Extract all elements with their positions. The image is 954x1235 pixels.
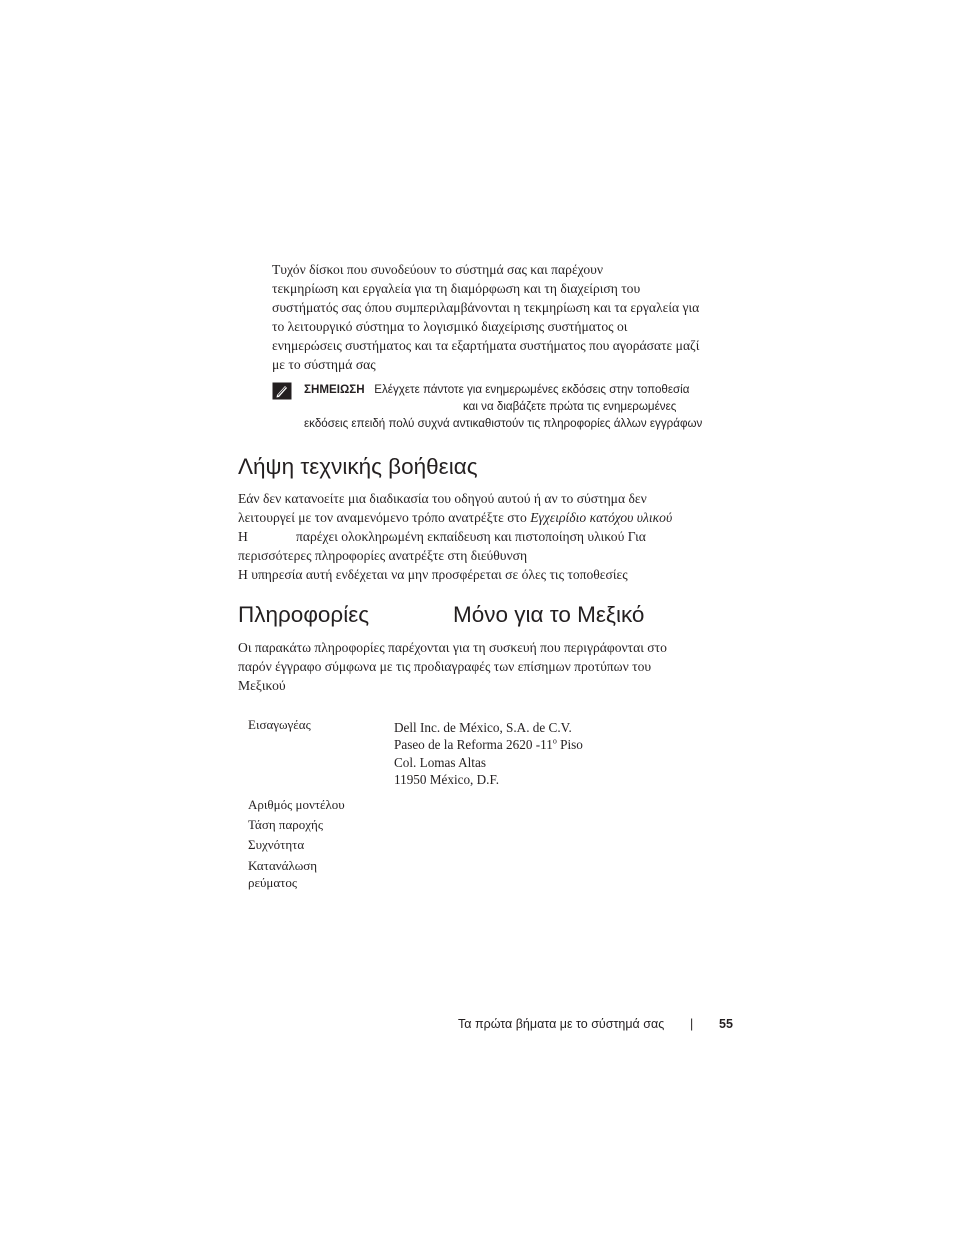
current-consumption-label-2: ρεύματος — [248, 875, 298, 890]
section-heading-information: Πληροφορίες — [238, 602, 370, 627]
importer-line-2-suffix: Piso — [556, 737, 583, 752]
section2-line-2: παρόν έγγραφο σύμφωνα με τις προδιαγραφές των επίσημων προτύπων του — [238, 659, 652, 674]
intro-line-2: τεκμηρίωση και εργαλεία για τη διαμόρφωση και τη διαχείριση του — [272, 281, 641, 296]
section-heading-mexico-only: Μόνο για το Μεξικό — [453, 602, 645, 627]
section1-line-4: περισσότερες πληροφορίες ανατρέξτε στη διεύθυνση — [238, 548, 528, 563]
section1-line-1: Εάν δεν κατανοείτε μια διαδικασία του οδηγού αυτού ή αν το σύστημα δεν — [238, 491, 647, 506]
importer-line-1: Dell Inc. de México, S.A. de C.V. — [394, 720, 572, 735]
note-line-2: και να διαβάζετε πρώτα τις ενημερωμένες — [463, 400, 677, 413]
model-number-label: Αριθμός μοντέλου — [248, 797, 345, 812]
note-label: ΣΗΜΕΙΩΣΗ — [304, 383, 365, 396]
section1-line-5: Η υπηρεσία αυτή ενδέχεται να μην προσφέρεται σε όλες τις τοποθεσίες — [238, 567, 628, 582]
note-line-3: εκδόσεις επειδή πολύ συχνά αντικαθιστούν τις πληροφορίες άλλων εγγράφων — [304, 417, 703, 430]
supply-voltage-label: Τάση παροχής — [248, 817, 323, 832]
intro-line-1: Τυχόν δίσκοι που συνοδεύουν το σύστημά σας και παρέχουν — [272, 262, 604, 277]
importer-line-4: 11950 México, D.F. — [394, 772, 500, 787]
section2-line-1: Οι παρακάτω πληροφορίες παρέχονται για τη συσκευή που περιγράφονται στο — [238, 640, 667, 655]
note-line-1: Ελέγχετε πάντοτε για ενημερωμένες εκδόσεις στην τοποθεσία — [374, 383, 690, 396]
section1-line-3a: Η — [238, 529, 248, 544]
page-number: 55 — [719, 1017, 733, 1031]
intro-line-3: συστήματός σας όπου συμπεριλαμβάνονται η τεκμηρίωση και τα εργαλεία για — [272, 300, 700, 315]
importer-label: Εισαγωγέας — [248, 717, 311, 732]
section1-line-3b: παρέχει ολοκληρωμένη εκπαίδευση και πιστοποίηση υλικού Για — [296, 529, 646, 544]
footer-title: Τα πρώτα βήματα με το σύστημά σας — [458, 1017, 665, 1031]
section2-line-3: Μεξικού — [238, 678, 286, 693]
intro-line-4: το λειτουργικό σύστημα το λογισμικό διαχείρισης συστήματος οι — [272, 319, 628, 334]
hardware-owner-manual-reference: Εγχειρίδιο κατόχου υλικού — [530, 510, 673, 525]
importer-line-3: Col. Lomas Altas — [394, 755, 486, 770]
footer-separator: | — [690, 1017, 694, 1031]
intro-line-5: ενημερώσεις συστήματος και τα εξαρτήματα συστήματος που αγοράσατε μαζί — [272, 338, 700, 353]
intro-line-6: με το σύστημά σας — [272, 357, 376, 372]
pencil-note-icon — [272, 382, 292, 400]
current-consumption-label-1: Κατανάλωση — [248, 858, 318, 873]
frequency-label: Συχνότητα — [248, 837, 305, 852]
importer-line-2: Paseo de la Reforma 2620 -11 — [394, 737, 553, 752]
section-heading-technical-help: Λήψη τεχνικής βοήθειας — [238, 454, 478, 479]
importer-floor-superscript: o — [552, 736, 557, 746]
section1-line-2: λειτουργεί με τον αναμενόμενο τρόπο ανατρέξτε στο — [238, 510, 531, 525]
